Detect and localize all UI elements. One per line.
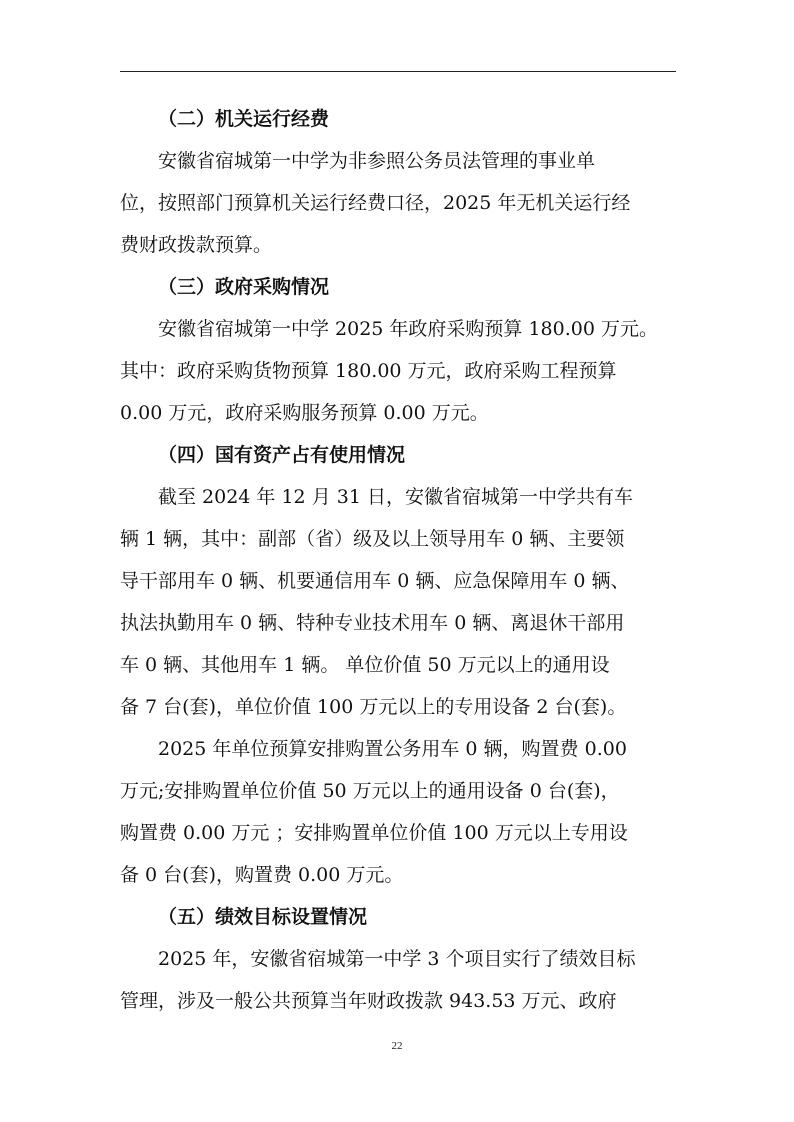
text-line: 其中：政府采购货物预算 180.00 万元，政府采购工程预算 [120,360,617,382]
text-line: 备 0 台(套)，购置费 0.00 万元。 [120,864,404,886]
text-line: 购置费 0.00 万元 ；安排购置单位价值 100 万元以上专用设 [120,822,628,844]
section-heading-state-assets: （四）国有资产占有使用情况 [158,444,406,466]
text-line: 截至 2024 年 12 月 31 日，安徽省宿城第一中学共有车 [158,486,633,508]
text-line: 安徽省宿城第一中学 2025 年政府采购预算 180.00 万元。 [158,318,658,340]
text-line: 辆 1 辆，其中：副部（省）级及以上领导用车 0 辆、主要领 [120,528,625,550]
text-line: 管理，涉及一般公共预算当年财政拨款 943.53 万元、政府 [120,990,617,1012]
paragraph-operating-expenses [120,140,680,266]
text-line: 0.00 万元，政府采购服务预算 0.00 万元。 [120,402,489,424]
header-rule [120,71,676,72]
text-line: 备 7 台(套)，单位价值 100 万元以上的专用设备 2 台(套)。 [120,696,627,718]
text-line: 费财政拨款预算。 [120,234,273,256]
document-body [120,98,680,1022]
text-line: 导干部用车 0 辆、机要通信用车 0 辆、应急保障用车 0 辆、 [120,570,630,592]
paragraph-state-assets [120,476,680,728]
text-line: 安徽省宿城第一中学为非参照公务员法管理的事业单 [158,150,596,172]
section-heading-procurement: （三）政府采购情况 [158,276,330,298]
text-line: 万元;安排购置单位价值 50 万元以上的通用设备 0 台(套)， [120,780,620,802]
text-line: 2025 年，安徽省宿城第一中学 3 个项目实行了绩效目标 [158,948,636,970]
paragraph-procurement [120,308,680,434]
paragraph-performance-goals [120,938,680,1022]
text-line: 车 0 辆、其他用车 1 辆。 单位价值 50 万元以上的通用设 [120,654,610,676]
paragraph-vehicle-purchase [120,728,680,896]
text-line: 执法执勤用车 0 辆、特种专业技术用车 0 辆、离退休干部用 [120,612,625,634]
text-line: 2025 年单位预算安排购置公务用车 0 辆，购置费 0.00 [158,738,627,760]
section-heading-performance-goals: （五）绩效目标设置情况 [158,906,368,928]
section-heading-operating-expenses: （二）机关运行经费 [158,108,330,130]
text-line: 位，按照部门预算机关运行经费口径，2025 年无机关运行经 [120,192,631,214]
page-number: 22 [391,1040,403,1052]
